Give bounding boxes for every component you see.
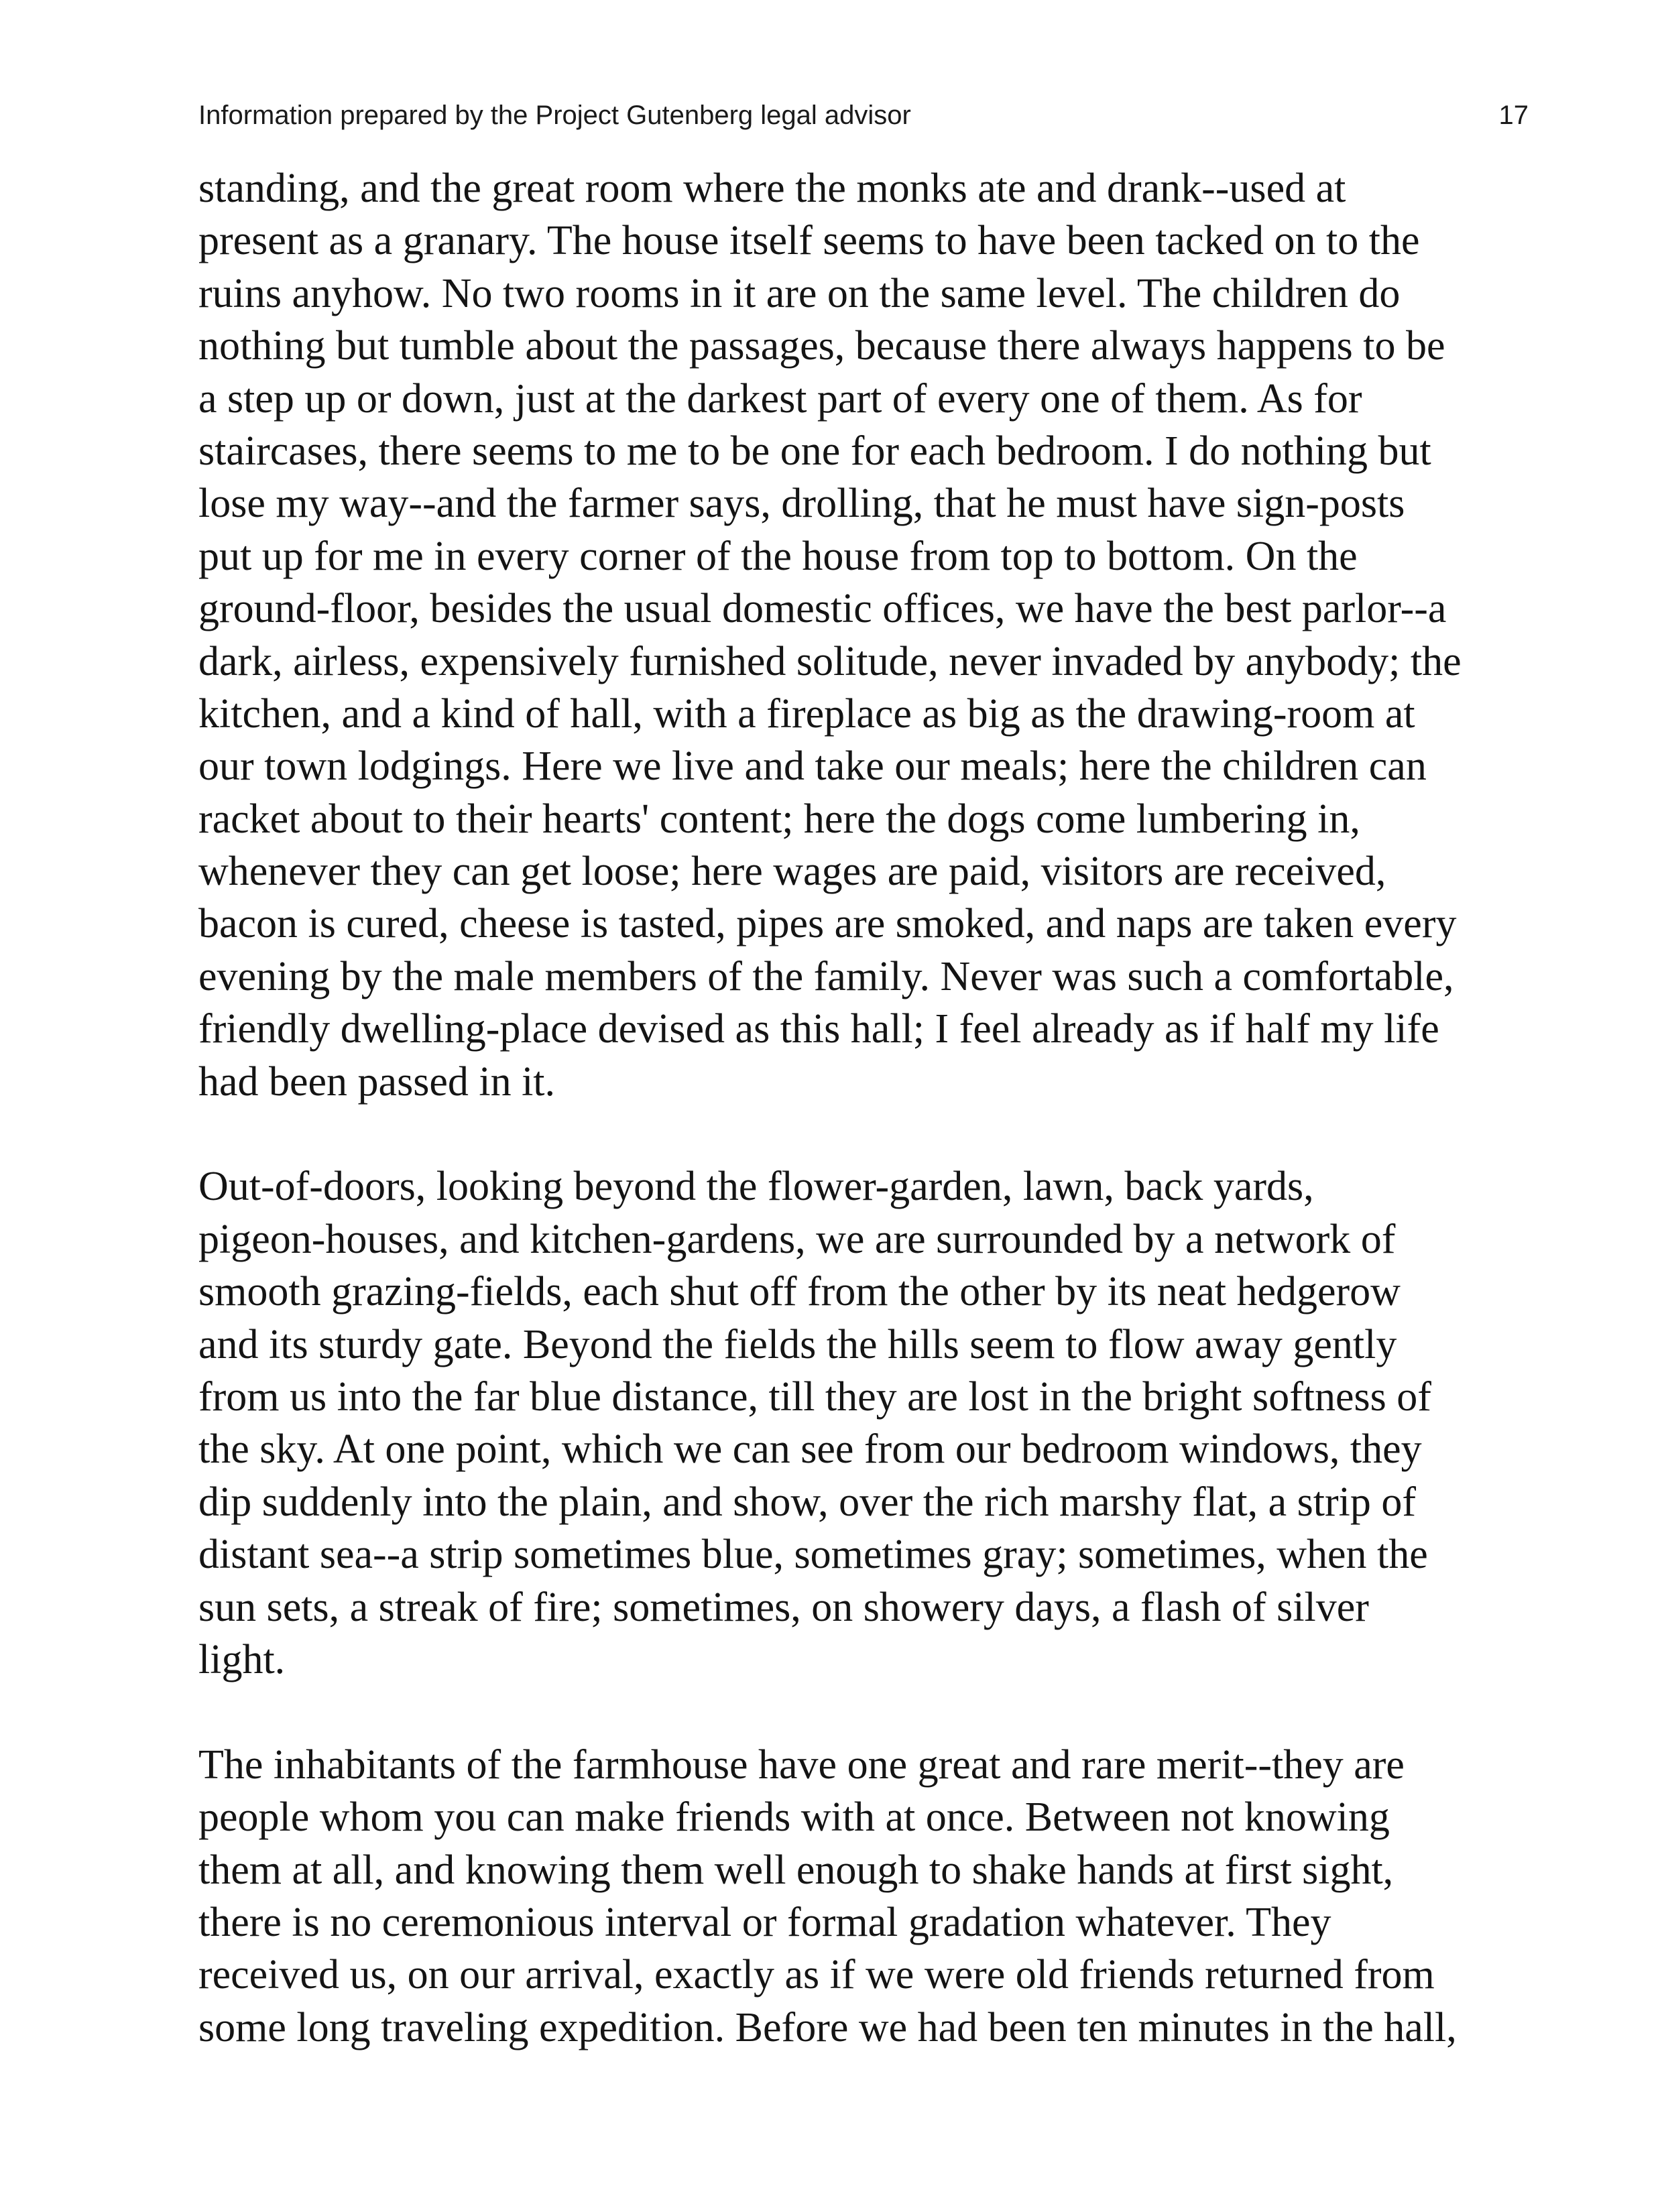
paragraph <box>198 1160 1539 1686</box>
text-line: ground-floor, besides the usual domestic offices, we have the best parlor--a <box>198 586 1447 632</box>
text-line: racket about to their hearts' content; here the dogs come lumbering in, <box>198 796 1360 842</box>
text-line: pigeon-houses, and kitchen-gardens, we are surrounded by a network of <box>198 1216 1396 1262</box>
text-line: and its sturdy gate. Beyond the fields the hills seem to flow away gently <box>198 1321 1397 1367</box>
text-line: evening by the male members of the family. Never was such a comfortable, <box>198 953 1454 999</box>
text-line: a step up or down, just at the darkest part of every one of them. As for <box>198 375 1362 422</box>
text-line: Out-of-doors, looking beyond the flower-garden, lawn, back yards, <box>198 1164 1314 1210</box>
text-line: put up for me in every corner of the house from top to bottom. On the <box>198 533 1358 579</box>
text-line: had been passed in it. <box>198 1058 556 1105</box>
text-line: from us into the far blue distance, till they are lost in the bright softness of <box>198 1373 1431 1420</box>
text-line: dark, airless, expensively furnished solitude, never invaded by anybody; the <box>198 638 1462 684</box>
paragraph <box>198 1739 1539 2054</box>
text-line: received us, on our arrival, exactly as if we were old friends returned from <box>198 1952 1435 1998</box>
text-line: people whom you can make friends with at once. Between not knowing <box>198 1794 1390 1841</box>
text-line: light. <box>198 1636 286 1682</box>
text-line: staircases, there seems to me to be one for each bedroom. I do nothing but <box>198 428 1431 474</box>
text-line: distant sea--a strip sometimes blue, sometimes gray; sometimes, when the <box>198 1532 1428 1578</box>
text-line: dip suddenly into the plain, and show, over the rich marshy flat, a strip of <box>198 1479 1416 1525</box>
text-line: sun sets, a streak of fire; sometimes, on showery days, a flash of silver <box>198 1584 1369 1630</box>
text-line: them at all, and knowing them well enough to shake hands at first sight, <box>198 1847 1394 1893</box>
running-header <box>198 101 1529 141</box>
text-line: The inhabitants of the farmhouse have one great and rare merit--they are <box>198 1741 1405 1788</box>
text-line: present as a granary. The house itself seems to have been tacked on to the <box>198 218 1420 264</box>
header-title: Information prepared by the Project Gutenberg legal advisor <box>198 101 911 130</box>
text-line: lose my way--and the farmer says, drolling, that he must have sign-posts <box>198 481 1405 527</box>
text-line: the sky. At one point, which we can see from our bedroom windows, they <box>198 1426 1422 1473</box>
text-line: bacon is cured, cheese is tasted, pipes are smoked, and naps are taken every <box>198 901 1457 947</box>
text-line: standing, and the great room where the monks ate and drank--used at <box>198 166 1346 211</box>
paragraph <box>198 162 1539 1108</box>
text-line: ruins anyhow. No two rooms in it are on the same level. The children do <box>198 270 1401 316</box>
text-line: whenever they can get loose; here wages are paid, visitors are received, <box>198 849 1386 895</box>
text-line: there is no ceremonious interval or formal gradation whatever. They <box>198 1899 1331 1945</box>
text-line: kitchen, and a kind of hall, with a fireplace as big as the drawing-room at <box>198 690 1415 737</box>
text-line: smooth grazing-fields, each shut off from the other by its neat hedgerow <box>198 1269 1401 1315</box>
body-text <box>198 162 1539 2054</box>
page-number: 17 <box>1498 101 1529 130</box>
text-line: nothing but tumble about the passages, because there always happens to be <box>198 323 1445 369</box>
text-line: our town lodgings. Here we live and take our meals; here the children can <box>198 743 1427 790</box>
text-line: some long traveling expedition. Before we had been ten minutes in the hall, <box>198 2004 1457 2050</box>
text-line: friendly dwelling-place devised as this hall; I feel already as if half my life <box>198 1006 1439 1052</box>
